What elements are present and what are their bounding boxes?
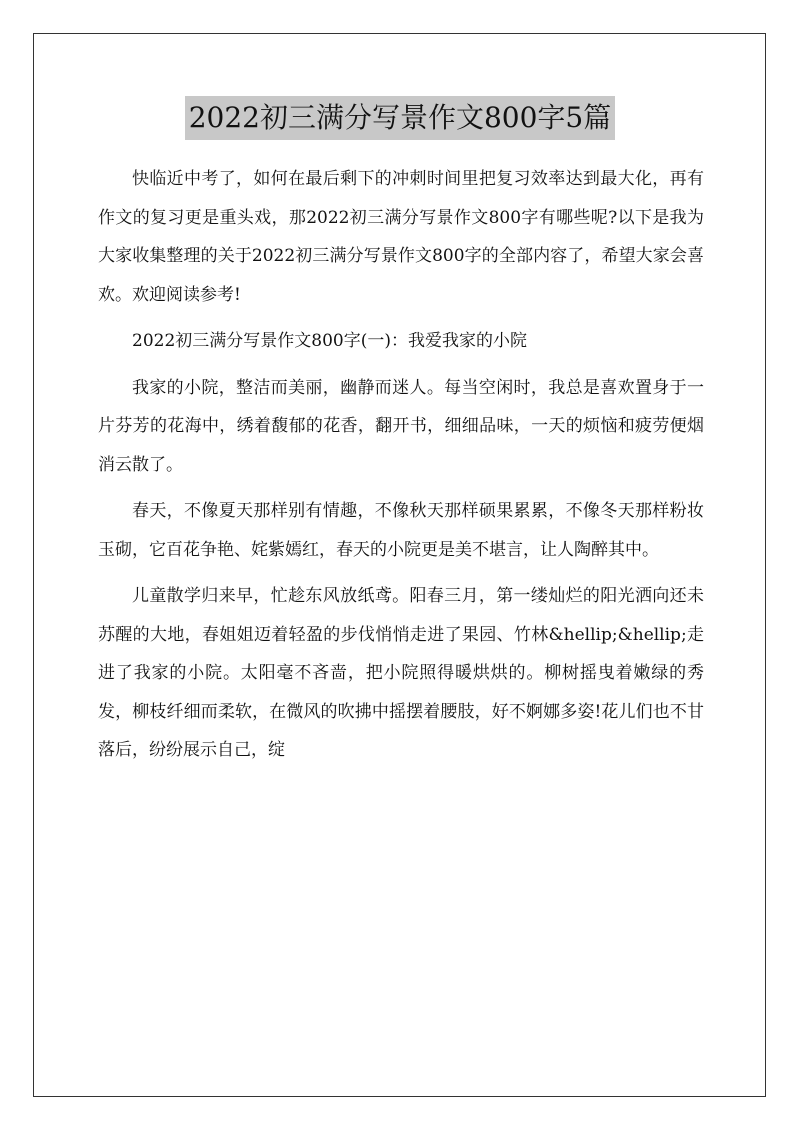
document-title: 2022初三满分写景作文800字5篇 <box>185 96 616 140</box>
document-body <box>98 160 704 770</box>
paragraph-yard: 我家的小院，整洁而美丽，幽静而迷人。每当空闲时，我总是喜欢置身于一片芬芳的花海中，绣着馥郁的花香，翻开书，细细品味，一天的烦恼和疲劳便烟消云散了。 <box>98 377 704 475</box>
paragraph-spring: 春天，不像夏天那样别有情趣，不像秋天那样硕果累累，不像冬天那样粉妆玉砌，它百花争艳、姹紫嫣红，春天的小院更是美不堪言，让人陶醉其中。 <box>98 501 704 560</box>
title-container <box>0 96 800 140</box>
section-heading: 2022初三满分写景作文800字(一)：我爱我家的小院 <box>132 331 527 351</box>
paragraph-intro: 快临近中考了，如何在最后剩下的冲刺时间里把复习效率达到最大化，再有作文的复习更是重头戏，那2022初三满分写景作文800字有哪些呢?以下是我为大家收集整理的关于2022初三满分写景作文800字的全部内容了，希望大家会喜欢。欢迎阅读参考! <box>98 169 704 305</box>
paragraph-children: 儿童散学归来早，忙趁东风放纸鸢。阳春三月，第一缕灿烂的阳光洒向还未苏醒的大地，春姐姐迈着轻盈的步伐悄悄走进了果园、竹林&hellip;&hellip;走进了我家的小院。太阳毫不吝啬，把小院照得暖烘烘的。柳树摇曳着嫩绿的秀发，柳枝纤细而柔软，在微风的吹拂中摇摆着腰肢，好不婀娜多姿!花儿们也不甘落后，纷纷展示自己，绽 <box>98 586 704 760</box>
